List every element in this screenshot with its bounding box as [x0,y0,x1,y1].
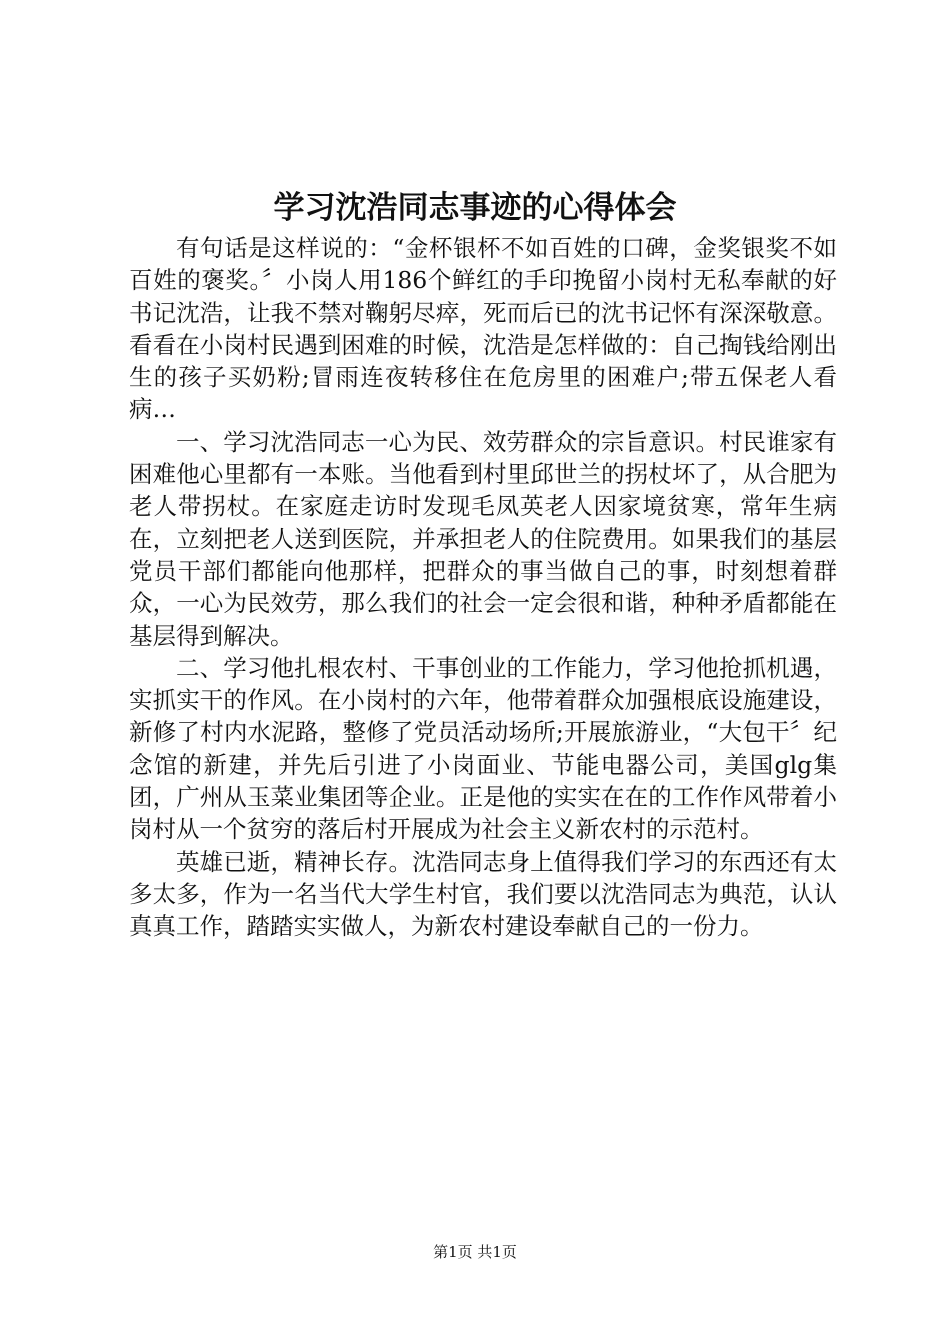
paragraph-section-two: 二、学习他扎根农村、干事创业的工作能力，学习他抢抓机遇，实抓实干的作风。在小岗村的六年，他带着群众加强根底设施建设，新修了村内水泥路，整修了党员活动场所;开展旅游业，“大包干〞纪念馆的新建，并先后引进了小岗面业、节能电器公司，美国glg集团，广州从玉菜业集团等企业。正是他的实实在在的工作作风带着小岗村从一个贫穷的落后村开展成为社会主义新农村的示范村。 [129,653,837,844]
paragraph-intro: 有句话是这样说的：“金杯银杯不如百姓的口碑，金奖银奖不如百姓的褒奖。〞小岗人用186个鲜红的手印挽留小岗村无私奉献的好书记沈浩，让我不禁对鞠躬尽瘁，死而后已的沈书记怀有深深敬意。看看在小岗村民遇到困难的时候，沈浩是怎样做的：自己掏钱给刚出生的孩子买奶粉;冒雨连夜转移住在危房里的困难户;带五保老人看病… [129,234,837,424]
paragraph-section-one: 一、学习沈浩同志一心为民、效劳群众的宗旨意识。村民谁家有困难他心里都有一本账。当他看到村里邱世兰的拐杖坏了，从合肥为老人带拐杖。在家庭走访时发现毛凤英老人因家境贫寒，常年生病在，立刻把老人送到医院，并承担老人的住院费用。如果我们的基层党员干部们都能向他那样，把群众的事当做自己的事，时刻想着群众，一心为民效劳，那么我们的社会一定会很和谐，种种矛盾都能在基层得到解决。 [129,427,837,650]
document-body [129,232,837,943]
document-title: 学习沈浩同志事迹的心得体会 [273,190,677,226]
page-footer: 第1页 共1页 [433,1243,517,1261]
paragraph-conclusion: 英雄已逝，精神长存。沈浩同志身上值得我们学习的东西还有太多太多，作为一名当代大学生村官，我们要以沈浩同志为典范，认认真真工作，踏踏实实做人，为新农村建设奉献自己的一份力。 [129,847,837,941]
